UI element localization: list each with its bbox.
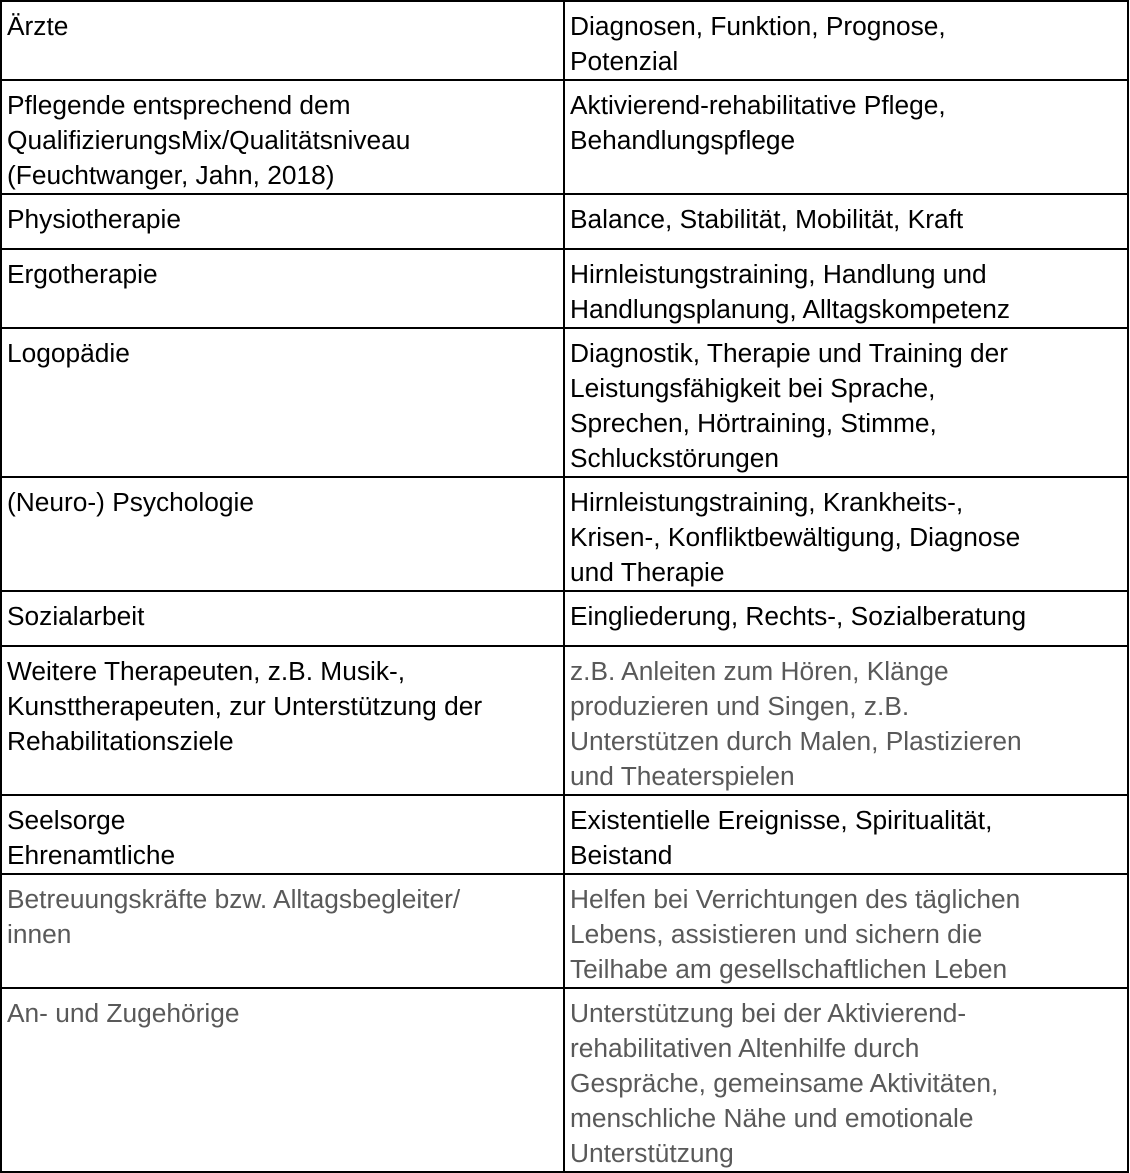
table-row	[1, 646, 1128, 795]
table-row	[1, 1, 1128, 80]
table-row	[1, 795, 1128, 874]
role-cell: Sozialarbeit	[1, 591, 564, 646]
focus-cell: Hirnleistungstraining, Handlung und Handlungsplanung, Alltagskompetenz	[564, 249, 1128, 328]
table-row	[1, 874, 1128, 988]
role-cell: Ergotherapie	[1, 249, 564, 328]
role-cell: Ärzte	[1, 1, 564, 80]
role-cell: Logopädie	[1, 328, 564, 477]
table-row	[1, 328, 1128, 477]
role-cell: An- und Zugehörige	[1, 988, 564, 1172]
table-row	[1, 80, 1128, 194]
role-cell: Seelsorge Ehrenamtliche	[1, 795, 564, 874]
role-cell: Physiotherapie	[1, 194, 564, 249]
focus-cell: Unterstützung bei der Aktivierend- rehabilitativen Altenhilfe durch Gespräche, gemeinsame Aktivitäten, menschliche Nähe und emotionale Unterstützung	[564, 988, 1128, 1172]
table-row	[1, 988, 1128, 1172]
role-cell: Pflegende entsprechend dem QualifizierungsMix/Qualitätsniveau (Feuchtwanger, Jahn, 2018)	[1, 80, 564, 194]
focus-cell: z.B. Anleiten zum Hören, Klänge produzieren und Singen, z.B. Unterstützen durch Malen, Plastizieren und Theaterspielen	[564, 646, 1128, 795]
role-cell: Weitere Therapeuten, z.B. Musik-, Kunsttherapeuten, zur Unterstützung der Rehabilitationsziele	[1, 646, 564, 795]
focus-cell: Balance, Stabilität, Mobilität, Kraft	[564, 194, 1128, 249]
role-cell: Betreuungskräfte bzw. Alltagsbegleiter/ innen	[1, 874, 564, 988]
table-row	[1, 249, 1128, 328]
table-row	[1, 477, 1128, 591]
focus-cell: Helfen bei Verrichtungen des täglichen Lebens, assistieren und sichern die Teilhabe am gesellschaftlichen Leben	[564, 874, 1128, 988]
focus-cell: Diagnosen, Funktion, Prognose, Potenzial	[564, 1, 1128, 80]
role-cell: (Neuro-) Psychologie	[1, 477, 564, 591]
focus-cell: Diagnostik, Therapie und Training der Leistungsfähigkeit bei Sprache, Sprechen, Hörtraining, Stimme, Schluckstörungen	[564, 328, 1128, 477]
focus-cell: Existentielle Ereignisse, Spiritualität, Beistand	[564, 795, 1128, 874]
focus-cell: Hirnleistungstraining, Krankheits-, Krisen-, Konfliktbewältigung, Diagnose und Therapie	[564, 477, 1128, 591]
table-row	[1, 194, 1128, 249]
table-row	[1, 591, 1128, 646]
focus-cell: Aktivierend-rehabilitative Pflege, Behandlungspflege	[564, 80, 1128, 194]
focus-cell: Eingliederung, Rechts-, Sozialberatung	[564, 591, 1128, 646]
